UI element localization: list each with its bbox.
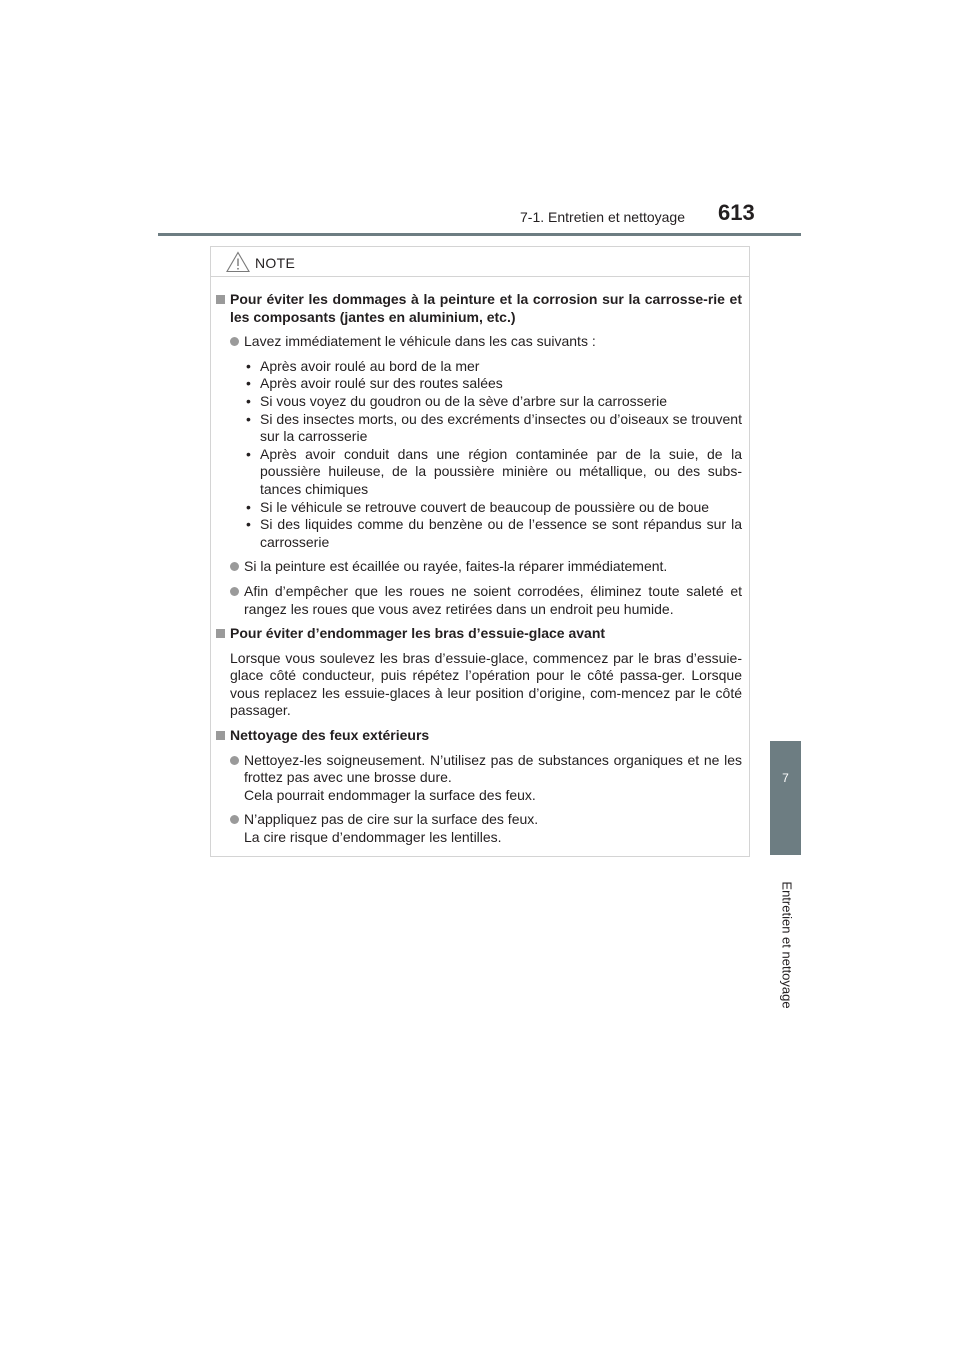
page-header — [0, 0, 960, 240]
list-item-text: La cire risque d’endommager les lentilles. — [244, 829, 502, 846]
sub-list-item: • Si le véhicule se retrouve couvert de beaucoup de poussière ou de boue — [244, 499, 742, 517]
section-heading: Nettoyage des feux extérieurs — [215, 727, 742, 745]
sub-list-item: • Après avoir conduit dans une région contaminée par de la suie, de la poussière huileuse, de la poussière minière ou métallique, ou des subs-tances chimiques — [244, 446, 742, 499]
sub-list-item: • Si des liquides comme du benzène ou de l’essence se sont répandus sur la carrosserie — [244, 516, 742, 551]
note-box — [210, 246, 750, 857]
list-item: Afin d’empêcher que les roues ne soient corrodées, éliminez toute saleté et rangez les roues que vous avez retirées dans un endroit peu humide. — [215, 583, 742, 618]
sub-list-item: • Après avoir roulé sur des routes salées — [244, 375, 742, 393]
warning-triangle-icon — [226, 251, 250, 273]
section-heading: Pour éviter les dommages à la peinture et la corrosion sur la carrosse-rie et les composants (jantes en aluminium, etc.) — [215, 291, 742, 326]
header-rule — [158, 233, 801, 236]
section-title: 7-1. Entretien et nettoyage — [520, 209, 685, 225]
list-item — [215, 752, 742, 805]
list-item-text: N’appliquez pas de cire sur la surface des feux. — [244, 811, 539, 828]
list-item: Lavez immédiatement le véhicule dans les cas suivants : — [215, 333, 742, 351]
chapter-number: 7 — [782, 771, 789, 785]
note-title: NOTE — [255, 255, 296, 271]
note-header — [211, 247, 749, 277]
list-item-text: Nettoyez-les soigneusement. N’utilisez pas de substances organiques et ne les frottez pas avec une brosse dure. — [244, 751, 742, 786]
sub-list-item: • Après avoir roulé au bord de la mer — [244, 358, 742, 376]
page-number: 613 — [718, 200, 755, 225]
sub-list-item: • Si des insectes morts, ou des excréments d’insectes ou d’oiseaux se trouvent sur la carrosserie — [244, 411, 742, 446]
list-item: Si la peinture est écaillée ou rayée, faites-la réparer immédiatement. — [215, 558, 742, 576]
list-item — [215, 811, 742, 846]
sub-list-item: • Si vous voyez du goudron ou de la sève d’arbre sur la carrosserie — [244, 393, 742, 411]
note-body — [211, 291, 749, 854]
chapter-tab — [770, 741, 801, 855]
section-heading: Pour éviter d’endommager les bras d’essuie-glace avant — [215, 625, 742, 643]
sub-list — [215, 358, 742, 552]
paragraph: Lorsque vous soulevez les bras d’essuie-glace, commencez par le bras d’essuie-glace côté conducteur, puis répétez l’opération pour le côté passa-ger. Lorsque vous replacez les essuie-glaces à leur position d’origine, com-mencez par le côté passager. — [230, 649, 742, 719]
list-item-text: Cela pourrait endommager la surface des feux. — [244, 786, 536, 803]
chapter-label: Entretien et nettoyage — [779, 881, 795, 1009]
